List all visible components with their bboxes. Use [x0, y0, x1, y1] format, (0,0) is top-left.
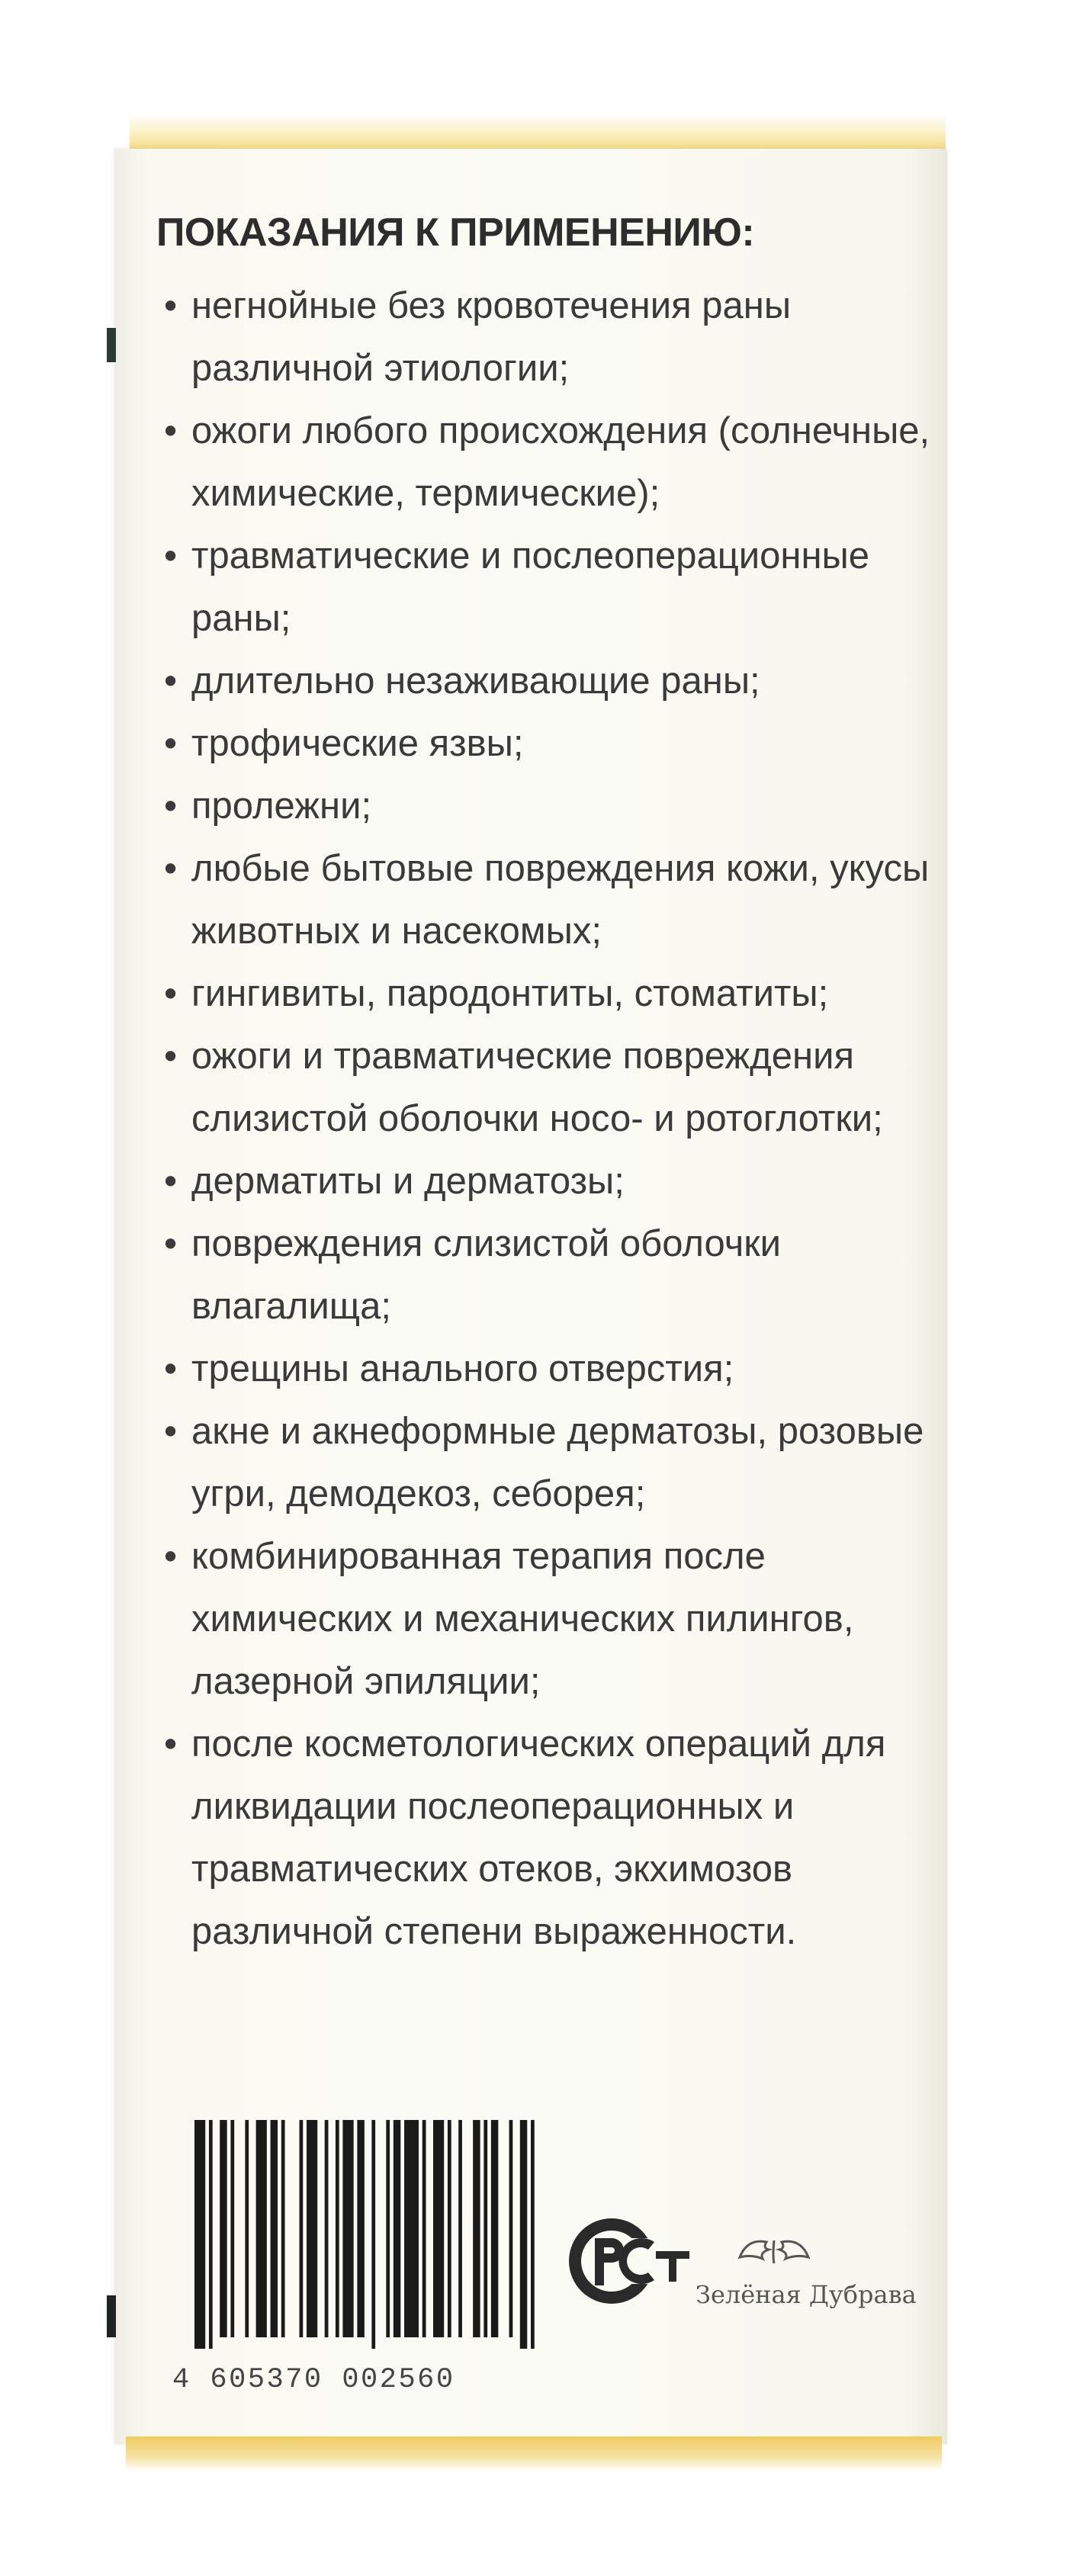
indication-line: негнойные без кровотечения раны — [191, 285, 792, 326]
indication-line: после косметологических операций для — [191, 1723, 886, 1765]
barcode-bar — [491, 2120, 498, 2337]
barcode-bar — [473, 2120, 480, 2337]
indication-line: влагалища; — [191, 1286, 391, 1327]
indication-item — [164, 712, 934, 775]
barcode-bar — [433, 2120, 444, 2337]
indications-list — [164, 275, 934, 1963]
barcode-bar — [357, 2120, 364, 2337]
barcode-bar — [245, 2120, 249, 2337]
indication-line: ожоги и травматические повреждения — [191, 1036, 854, 1077]
indication-item — [164, 1025, 934, 1150]
barcode-bar — [520, 2120, 527, 2349]
indication-item — [164, 837, 934, 962]
indication-item — [164, 1213, 934, 1338]
edge-mark-bottom — [107, 2295, 116, 2337]
indication-item — [164, 1338, 934, 1400]
indication-line: гингивиты, пародонтиты, стоматиты; — [191, 973, 829, 1014]
edge-mark-top — [107, 328, 116, 362]
pct-certification-icon — [564, 2211, 694, 2311]
barcode-bar — [509, 2120, 513, 2337]
indication-item — [164, 775, 934, 837]
barcode — [194, 2120, 545, 2349]
indication-item — [164, 1713, 934, 1963]
indication-item — [164, 275, 934, 400]
indication-line: различной степени выраженности. — [191, 1911, 797, 1952]
barcode-number: 4 605370 002560 — [172, 2364, 455, 2396]
indication-item — [164, 1150, 934, 1213]
barcode-bar — [209, 2120, 213, 2349]
indication-item — [164, 650, 934, 712]
indication-line: любые бытовые повреждения кожи, укусы — [191, 848, 930, 889]
indication-line: трофические язвы; — [191, 723, 524, 764]
indication-line: раны; — [191, 598, 291, 639]
brand-name: Зелёная Дубрава — [696, 2280, 917, 2309]
barcode-bar — [394, 2120, 400, 2337]
barcode-bar — [458, 2120, 462, 2337]
barcode-bar — [483, 2120, 487, 2337]
barcode-bar — [300, 2120, 304, 2337]
indication-line: травматических отеков, экхимозов — [191, 1848, 793, 1890]
indication-item — [164, 962, 934, 1025]
oak-leaves-icon — [732, 2227, 816, 2272]
barcode-bar — [271, 2120, 278, 2337]
barcode-bar — [307, 2120, 317, 2337]
box-bottom-edge — [126, 2436, 942, 2471]
indication-line: лазерной эпиляции; — [191, 1661, 541, 1702]
indication-line: дерматиты и дерматозы; — [191, 1161, 625, 1202]
indication-item — [164, 1400, 934, 1525]
indication-line: химических и механических пилингов, — [191, 1598, 854, 1640]
barcode-bar — [220, 2120, 226, 2337]
barcode-bar — [230, 2120, 234, 2337]
indication-line: ожоги любого происхождения (солнечные, — [191, 410, 930, 451]
indication-line: комбинированная терапия после — [191, 1536, 766, 1577]
barcode-bar — [531, 2120, 535, 2349]
indication-line: длительно незаживающие раны; — [191, 660, 760, 702]
indications-heading: ПОКАЗАНИЯ К ПРИМЕНЕНИЮ: — [156, 210, 755, 255]
indication-item — [164, 1525, 934, 1713]
indication-line: химические, термические); — [191, 473, 660, 514]
indication-item — [164, 400, 934, 525]
indication-line: угри, демодекоз, себорея; — [191, 1473, 646, 1514]
indication-line: ликвидации послеоперационных и — [191, 1786, 795, 1827]
indication-line: пролежни; — [191, 785, 372, 827]
indication-line: различной этиологии; — [191, 348, 570, 389]
barcode-bar — [336, 2120, 339, 2337]
barcode-bar — [448, 2120, 451, 2337]
barcode-bar — [386, 2120, 390, 2337]
indication-line: акне и акнеформные дерматозы, розовые — [191, 1411, 924, 1452]
barcode-bar — [422, 2120, 426, 2337]
indication-line: повреждения слизистой оболочки — [191, 1223, 782, 1264]
indication-line: трещины анального отверстия; — [191, 1348, 734, 1389]
barcode-bar — [342, 2120, 353, 2337]
barcode-bar — [194, 2120, 205, 2349]
barcode-bar — [325, 2120, 329, 2337]
barcode-bar — [371, 2120, 375, 2349]
barcode-bar — [281, 2120, 285, 2337]
barcode-bar — [404, 2120, 419, 2337]
indication-line: травматические и послеоперационные — [191, 535, 869, 577]
indication-line: слизистой оболочки носо- и ротоглотки; — [191, 1098, 883, 1139]
indication-item — [164, 525, 934, 650]
indication-line: животных и насекомых; — [191, 911, 602, 952]
barcode-bar — [256, 2120, 267, 2337]
